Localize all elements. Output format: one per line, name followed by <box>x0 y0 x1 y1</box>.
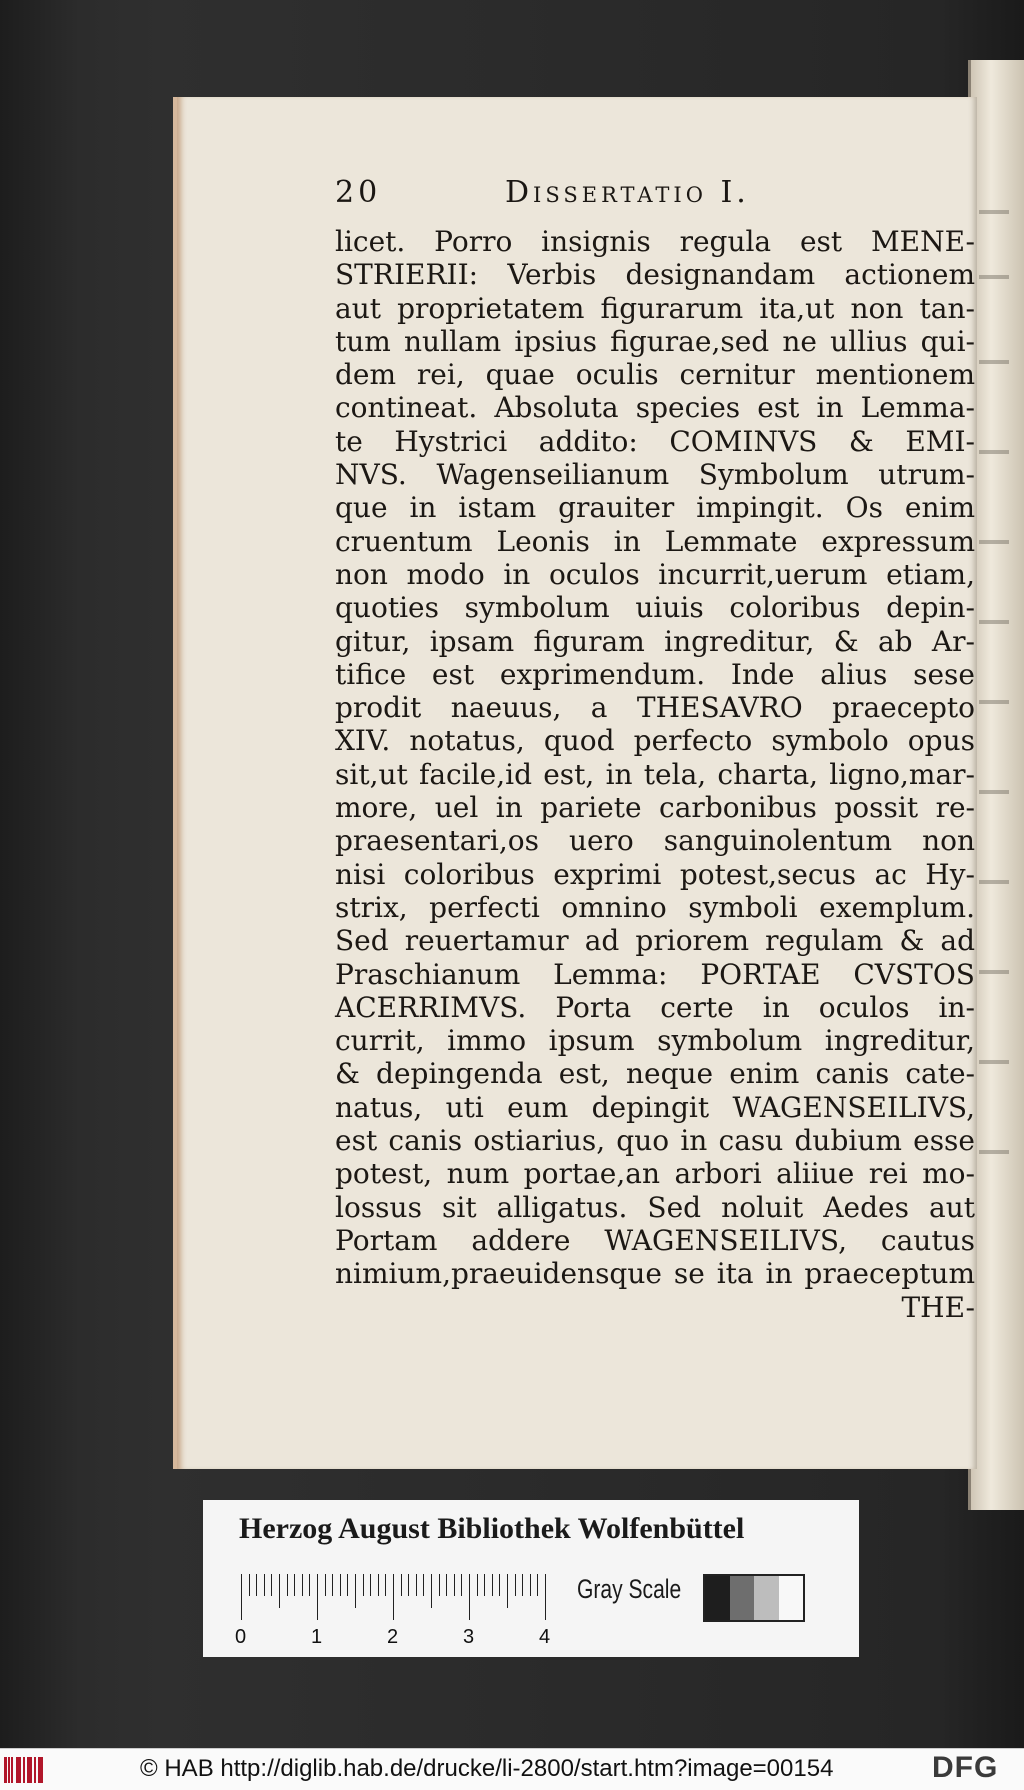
ruler-tick <box>325 1574 326 1596</box>
ruler-tick <box>431 1574 432 1608</box>
text-line: tifice est exprimendum. Inde alius sese <box>335 657 975 691</box>
page-header <box>335 175 975 215</box>
color-target <box>203 1500 859 1657</box>
ruler-tick <box>477 1574 478 1596</box>
text-line: lossus sit alligatus. Sed noluit Aedes aut <box>335 1190 975 1224</box>
body-text <box>335 225 975 1324</box>
ruler-label: 4 <box>539 1626 551 1648</box>
ruler-tick <box>279 1574 280 1608</box>
text-line: Praschianum Lemma: PORTAE CVSTOS <box>335 957 975 991</box>
ruler-tick <box>469 1574 470 1620</box>
ruler-tick <box>439 1574 440 1596</box>
ruler-tick <box>401 1574 402 1596</box>
page-number: 20 <box>335 175 382 210</box>
ruler-label: 2 <box>387 1626 399 1648</box>
text-line: te Hystrici addito: COMINVS & EMI- <box>335 424 975 458</box>
ruler-tick <box>446 1574 447 1596</box>
text-line: nisi coloribus exprimi potest,secus ac Hy- <box>335 857 975 891</box>
hab-barcode-logo <box>4 1757 46 1783</box>
ruler-tick <box>461 1574 462 1596</box>
catchword: THE- <box>901 1290 975 1324</box>
ruler-tick <box>423 1574 424 1596</box>
ruler-tick <box>287 1574 288 1596</box>
text-line: non modo in oculos incurrit,uerum etiam, <box>335 557 975 591</box>
ruler-tick <box>249 1574 250 1596</box>
ruler-tick <box>264 1574 265 1596</box>
text-line: XIV. notatus, quod perfecto symbolo opus <box>335 724 975 758</box>
ruler-label: 0 <box>235 1626 247 1648</box>
ruler <box>235 1574 551 1648</box>
source-url[interactable]: © HAB http://diglib.hab.de/drucke/li-2800/start.htm?image=00154 <box>140 1755 834 1782</box>
barcode-bar <box>41 1757 43 1783</box>
ruler-tick <box>355 1574 356 1608</box>
ruler-tick <box>340 1574 341 1596</box>
text-line: nimium,praeuidensque se ita in praeceptum <box>335 1257 975 1291</box>
ruler-tick <box>545 1574 546 1620</box>
gray-swatch <box>705 1576 730 1620</box>
text-line: prodit naeuus, a THESAVRO praecepto <box>335 691 975 725</box>
gray-scale-label: Gray Scale <box>577 1574 682 1604</box>
ruler-tick <box>499 1574 500 1596</box>
text-line: aut proprietatem figurarum ita,ut non tan- <box>335 291 975 325</box>
ruler-label: 3 <box>463 1626 475 1648</box>
dfg-logo: DFG <box>932 1751 999 1784</box>
gray-swatch <box>754 1576 779 1620</box>
text-line: praesentari,os uero sanguinolentum non <box>335 824 975 858</box>
text-line: licet. Porro insignis regula est MENE- <box>335 225 975 258</box>
ruler-tick <box>484 1574 485 1596</box>
ruler-tick <box>347 1574 348 1596</box>
text-line: STRIERII: Verbis designandam actionem <box>335 258 975 292</box>
barcode-bar <box>11 1757 13 1783</box>
ruler-tick <box>370 1574 371 1596</box>
text-line: ACERRIMVS. Porta certe in oculos in- <box>335 990 975 1024</box>
text-line: currit, immo ipsum symbolum ingreditur, <box>335 1024 975 1058</box>
ruler-tick <box>454 1574 455 1596</box>
text-line: & depingenda est, neque enim canis cate- <box>335 1057 975 1091</box>
text-line: que in istam grauiter impingit. Os enim <box>335 491 975 525</box>
ruler-tick <box>393 1574 394 1620</box>
ruler-tick <box>522 1574 523 1596</box>
ruler-tick <box>309 1574 310 1596</box>
ruler-tick <box>294 1574 295 1596</box>
ruler-tick <box>492 1574 493 1596</box>
text-line: more, uel in pariete carbonibus possit re- <box>335 791 975 825</box>
ruler-tick <box>530 1574 531 1596</box>
running-title: Dissertatio I. <box>505 175 750 210</box>
library-name: Herzog August Bibliothek Wolfenbüttel <box>239 1512 745 1545</box>
text-line: est canis ostiarius, quo in casu dubium esse <box>335 1124 975 1158</box>
text-line: quoties symbolum uiuis coloribus depin- <box>335 591 975 625</box>
text-line: Portam addere WAGENSEILIVS, cautus <box>335 1223 975 1257</box>
ruler-tick <box>332 1574 333 1596</box>
text-line: contineat. Absoluta species est in Lemma- <box>335 391 975 425</box>
book-page <box>173 97 977 1469</box>
gray-swatch <box>730 1576 755 1620</box>
ruler-tick <box>385 1574 386 1596</box>
barcode-bar <box>8 1757 10 1783</box>
ruler-tick <box>416 1574 417 1596</box>
text-line: strix, perfecti omnino symboli exemplum. <box>335 890 975 924</box>
ruler-tick <box>378 1574 379 1596</box>
ruler-tick <box>271 1574 272 1596</box>
ruler-tick <box>241 1574 242 1620</box>
ruler-tick <box>537 1574 538 1596</box>
ruler-tick <box>302 1574 303 1596</box>
text-line: sit,ut facile,id est, in tela, charta, ligno,mar- <box>335 757 975 791</box>
text-line: tum nullam ipsius figurae,sed ne ullius qui- <box>335 324 975 358</box>
text-line: potest, num portae,an arbori aliiue rei mo- <box>335 1157 975 1191</box>
text-line: gitur, ipsam figuram ingreditur, & ab Ar- <box>335 624 975 658</box>
text-line: cruentum Leonis in Lemmate expressum <box>335 524 975 558</box>
text-line: NVS. Wagenseilianum Symbolum utrum- <box>335 458 975 492</box>
ruler-tick <box>317 1574 318 1620</box>
text-line: Sed reuertamur ad priorem regulam & ad <box>335 924 975 958</box>
barcode-bar <box>34 1757 36 1783</box>
text-line: dem rei, quae oculis cernitur mentionem <box>335 358 975 392</box>
barcode-bar <box>19 1757 21 1783</box>
ruler-tick <box>507 1574 508 1608</box>
viewer-footer <box>0 1748 1024 1790</box>
ruler-tick <box>256 1574 257 1596</box>
ruler-tick <box>515 1574 516 1596</box>
ruler-label: 1 <box>311 1626 323 1648</box>
ruler-tick <box>408 1574 409 1596</box>
text-line: natus, uti eum depingit WAGENSEILIVS, <box>335 1090 975 1124</box>
gray-scale-swatches <box>703 1574 805 1622</box>
barcode-bar <box>4 1757 7 1783</box>
gray-swatch <box>779 1576 804 1620</box>
barcode-bar <box>30 1757 32 1783</box>
barcode-bar <box>23 1757 25 1783</box>
ruler-tick <box>363 1574 364 1596</box>
